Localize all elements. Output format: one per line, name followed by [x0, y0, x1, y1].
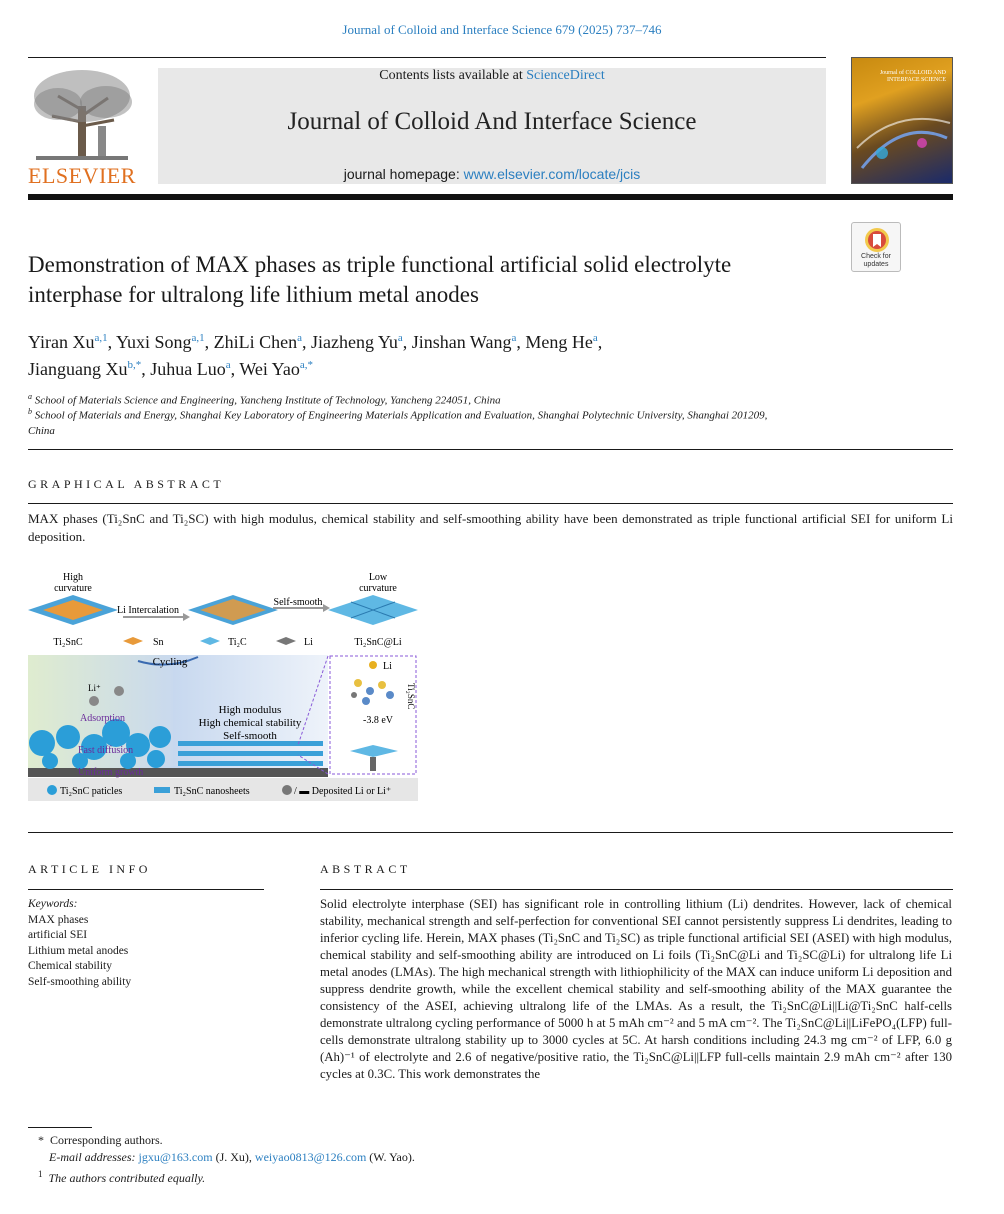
journal-reference[interactable]: Journal of Colloid and Interface Science 679 (2025) 737–746 — [342, 22, 662, 37]
section-rule — [28, 832, 953, 833]
abstract-text: Solid electrolyte interphase (SEI) has significant role in controlling lithium (Li) dendrites. However, lack of chemical stability, mechanical strength and self-perfection for conventional SEI cannot persistently suppress Li dendrites, leading to inferior cycling life. Herein, MAX phases (Ti₂SnC and Ti₂SC) as triple functional artificial SEI (ASEI) with high modulus, chemical stability and self-smoothing ability are introduced on Li foils (Ti₂SnC@Li and Ti₂SC@Li) for ultralong life Li metal anodes (LMAs). The high mechanical strength with lithiophilicity of the MAX can induce uniform Li deposition and suppress dendrite growth, while the excellent chemical stability and self-smoothing ability of the MAX guarantee the consistency of the ASEI, achieving ultralong life of the LMAs. As a result, the Ti₂SnC@Li||Li@Ti₂SnC half-cells demonstrate ultralong cycling performance of 5000 h at 5 mAh cm⁻² and 5 mA cm⁻². The Ti₂SnC@Li||LiFePO₄(LFP) full-cells demonstrate ultralong stability up to 3000 cycles at 5C. At harsh conditions including 24.3 mg cm⁻² of LFP, 6.0 g (Ah)⁻¹ of electrolyte and 2.6 of negative/positive ratio, the Ti₂SnC@Li||LFP full-cells maintain 2.9 mAh cm⁻² after 130 cycles at 0.3C. This work demonstrates the — [320, 897, 952, 1081]
fig-label: -3.8 eV — [363, 715, 393, 726]
keywords-label: Keywords: — [28, 898, 78, 910]
keyword-item: Chemical stability — [28, 960, 112, 972]
author-name: Jiazheng Yu — [311, 332, 398, 352]
article-info-heading: ARTICLE INFO — [28, 862, 151, 876]
affiliation-b — [28, 404, 958, 439]
journal-banner — [158, 68, 826, 184]
footnote-text: The authors contributed equally. — [48, 1171, 206, 1185]
author-affiliation-mark[interactable]: a — [511, 332, 517, 344]
author-separator: , — [516, 332, 526, 352]
email-label: E-mail addresses: — [49, 1150, 136, 1164]
email-link[interactable]: weiyao0813@126.com — [254, 1150, 367, 1164]
keyword-item: Self-smoothing ability — [28, 975, 132, 988]
header-top-rule — [28, 57, 826, 58]
article-title-line-1: Demonstration of MAX phases as triple functional artificial solid electrolyte — [28, 252, 732, 277]
article-title — [28, 250, 848, 310]
section-rule — [320, 889, 953, 890]
contents-prefix: Contents lists available at — [379, 68, 527, 83]
footnote-equal — [38, 1166, 205, 1187]
author-affiliation-mark[interactable]: a,1 — [94, 332, 108, 344]
author-affiliation-mark[interactable]: a,* — [299, 359, 314, 371]
author-list — [28, 327, 928, 381]
fig-label: Uniform growth — [78, 767, 144, 778]
cover-art-icon — [852, 58, 953, 184]
fig-label: High modulus — [218, 704, 282, 716]
fig-label: Li Intercalation — [117, 605, 179, 616]
author-affiliation-mark[interactable]: a — [225, 359, 231, 371]
graphical-abstract-text: MAX phases (Ti₂SnC and Ti₂SC) with high modulus, chemical stability and self-smoothing ability have been demonstrated as triple functional artificial SEI for uniform Li deposition. — [28, 511, 953, 544]
author-affiliation-mark[interactable]: a — [397, 332, 403, 344]
cover-title: Journal of COLLOID AND INTERFACE SCIENCE — [879, 70, 946, 83]
affiliation-mark: b — [28, 407, 32, 416]
keyword-item: MAX phases — [28, 913, 89, 926]
affiliation-mark: a — [28, 392, 32, 401]
homepage-prefix: journal homepage: — [343, 166, 464, 182]
footnote-emails — [49, 1149, 415, 1166]
author-line-1 — [28, 327, 928, 354]
footnote-mark: 1 — [38, 1169, 43, 1179]
fig-label: curvature — [359, 583, 397, 594]
section-rule — [28, 449, 953, 450]
check-for-updates-button[interactable] — [851, 222, 901, 272]
elsevier-tree-icon — [28, 66, 136, 162]
journal-cover[interactable] — [851, 57, 953, 184]
keyword-item: artificial SEI — [28, 929, 88, 941]
graphical-abstract-figure[interactable] — [28, 565, 418, 801]
author-name: Yuxi Song — [115, 332, 192, 352]
author-separator: , — [107, 332, 116, 352]
fig-label: Sn — [153, 637, 164, 648]
graphical-abstract-heading: GRAPHICAL ABSTRACT — [28, 477, 225, 491]
section-rule — [28, 503, 953, 504]
homepage-line — [158, 166, 826, 182]
fig-label: Li — [383, 661, 392, 672]
author-separator: , — [141, 359, 151, 379]
keywords-block — [28, 897, 268, 990]
publisher-name: ELSEVIER — [28, 163, 136, 188]
fig-label: Fast diffusion — [78, 745, 134, 756]
keyword-item: Lithium metal anodes — [28, 944, 129, 957]
author-affiliation-mark[interactable]: a — [592, 332, 598, 344]
author-separator: , — [402, 332, 412, 352]
fig-label: Ti₂SnC — [53, 637, 83, 648]
check-label: Check for updates — [861, 253, 891, 268]
fig-label: Self-smooth — [273, 597, 323, 608]
author-name: Wei Yao — [239, 359, 300, 379]
footnote-corresponding — [38, 1132, 163, 1149]
affiliation-text: School of Materials and Energy, Shanghai Key Laboratory of Engineering Materials Application and Evaluation, Shanghai Polytechnic University, Shanghai 201209, — [34, 409, 768, 422]
fig-label: Adsorption — [80, 713, 125, 724]
sciencedirect-link[interactable]: ScienceDirect — [526, 68, 605, 83]
fig-label: High — [63, 572, 83, 583]
author-separator: , — [230, 359, 240, 379]
fig-label: Self-smooth — [223, 730, 277, 742]
affiliation-text: School of Materials Science and Engineering, Yancheng Institute of Technology, Yancheng 224051, China — [34, 394, 501, 407]
fig-label: Cycling — [152, 656, 188, 668]
fig-label: Low — [368, 572, 388, 583]
fig-label: Ti₂C — [228, 637, 247, 648]
fig-label: High chemical stability — [198, 717, 302, 729]
author-name: Meng He — [525, 332, 593, 352]
fig-label: Li — [304, 637, 313, 648]
contents-line — [158, 68, 826, 84]
article-title-line-2: interphase for ultralong life lithium metal anodes — [28, 282, 479, 307]
footnote-text: Corresponding authors. — [50, 1133, 163, 1147]
fig-label: Li⁺ — [88, 683, 101, 693]
fig-label: Ti₂SnC nanosheets — [174, 786, 250, 797]
email-link[interactable]: jgxu@163.com — [138, 1150, 213, 1164]
author-line-2 — [28, 354, 928, 381]
author-affiliation-mark[interactable]: a,1 — [191, 332, 205, 344]
nanosheet-layers — [178, 741, 323, 766]
affiliation-text-cont: China — [28, 424, 55, 437]
email-owner: (W. Yao). — [366, 1150, 415, 1164]
fig-label: Ti₂SnC paticles — [60, 786, 123, 797]
header-bottom-rule — [28, 194, 953, 200]
author-separator: , — [204, 332, 214, 352]
homepage-link[interactable]: www.elsevier.com/locate/jcis — [463, 166, 641, 182]
author-name: Jinshan Wang — [411, 332, 512, 352]
fig-label: Ti₂SnC — [406, 683, 416, 710]
fig-label: curvature — [54, 583, 92, 594]
journal-title: Journal of Colloid And Interface Science — [287, 108, 697, 135]
author-name: Juhua Luo — [150, 359, 226, 379]
author-name: Yiran Xu — [28, 332, 95, 352]
abstract-heading: ABSTRACT — [320, 862, 411, 876]
footnote-rule — [28, 1127, 92, 1128]
email-owner: (J. Xu), — [212, 1150, 255, 1164]
author-name: Jianguang Xu — [28, 359, 128, 379]
author-name: ZhiLi Chen — [213, 332, 298, 352]
author-affiliation-mark[interactable]: b,* — [127, 359, 142, 371]
author-affiliation-mark[interactable]: a — [297, 332, 303, 344]
fig-label: / ▬ Deposited Li or Li⁺ — [294, 786, 392, 797]
fig-label: Ti₂SnC@Li — [354, 637, 402, 648]
author-separator: , — [597, 332, 603, 352]
section-rule — [28, 889, 264, 890]
footnote-mark: * — [38, 1133, 44, 1147]
author-separator: , — [302, 332, 312, 352]
